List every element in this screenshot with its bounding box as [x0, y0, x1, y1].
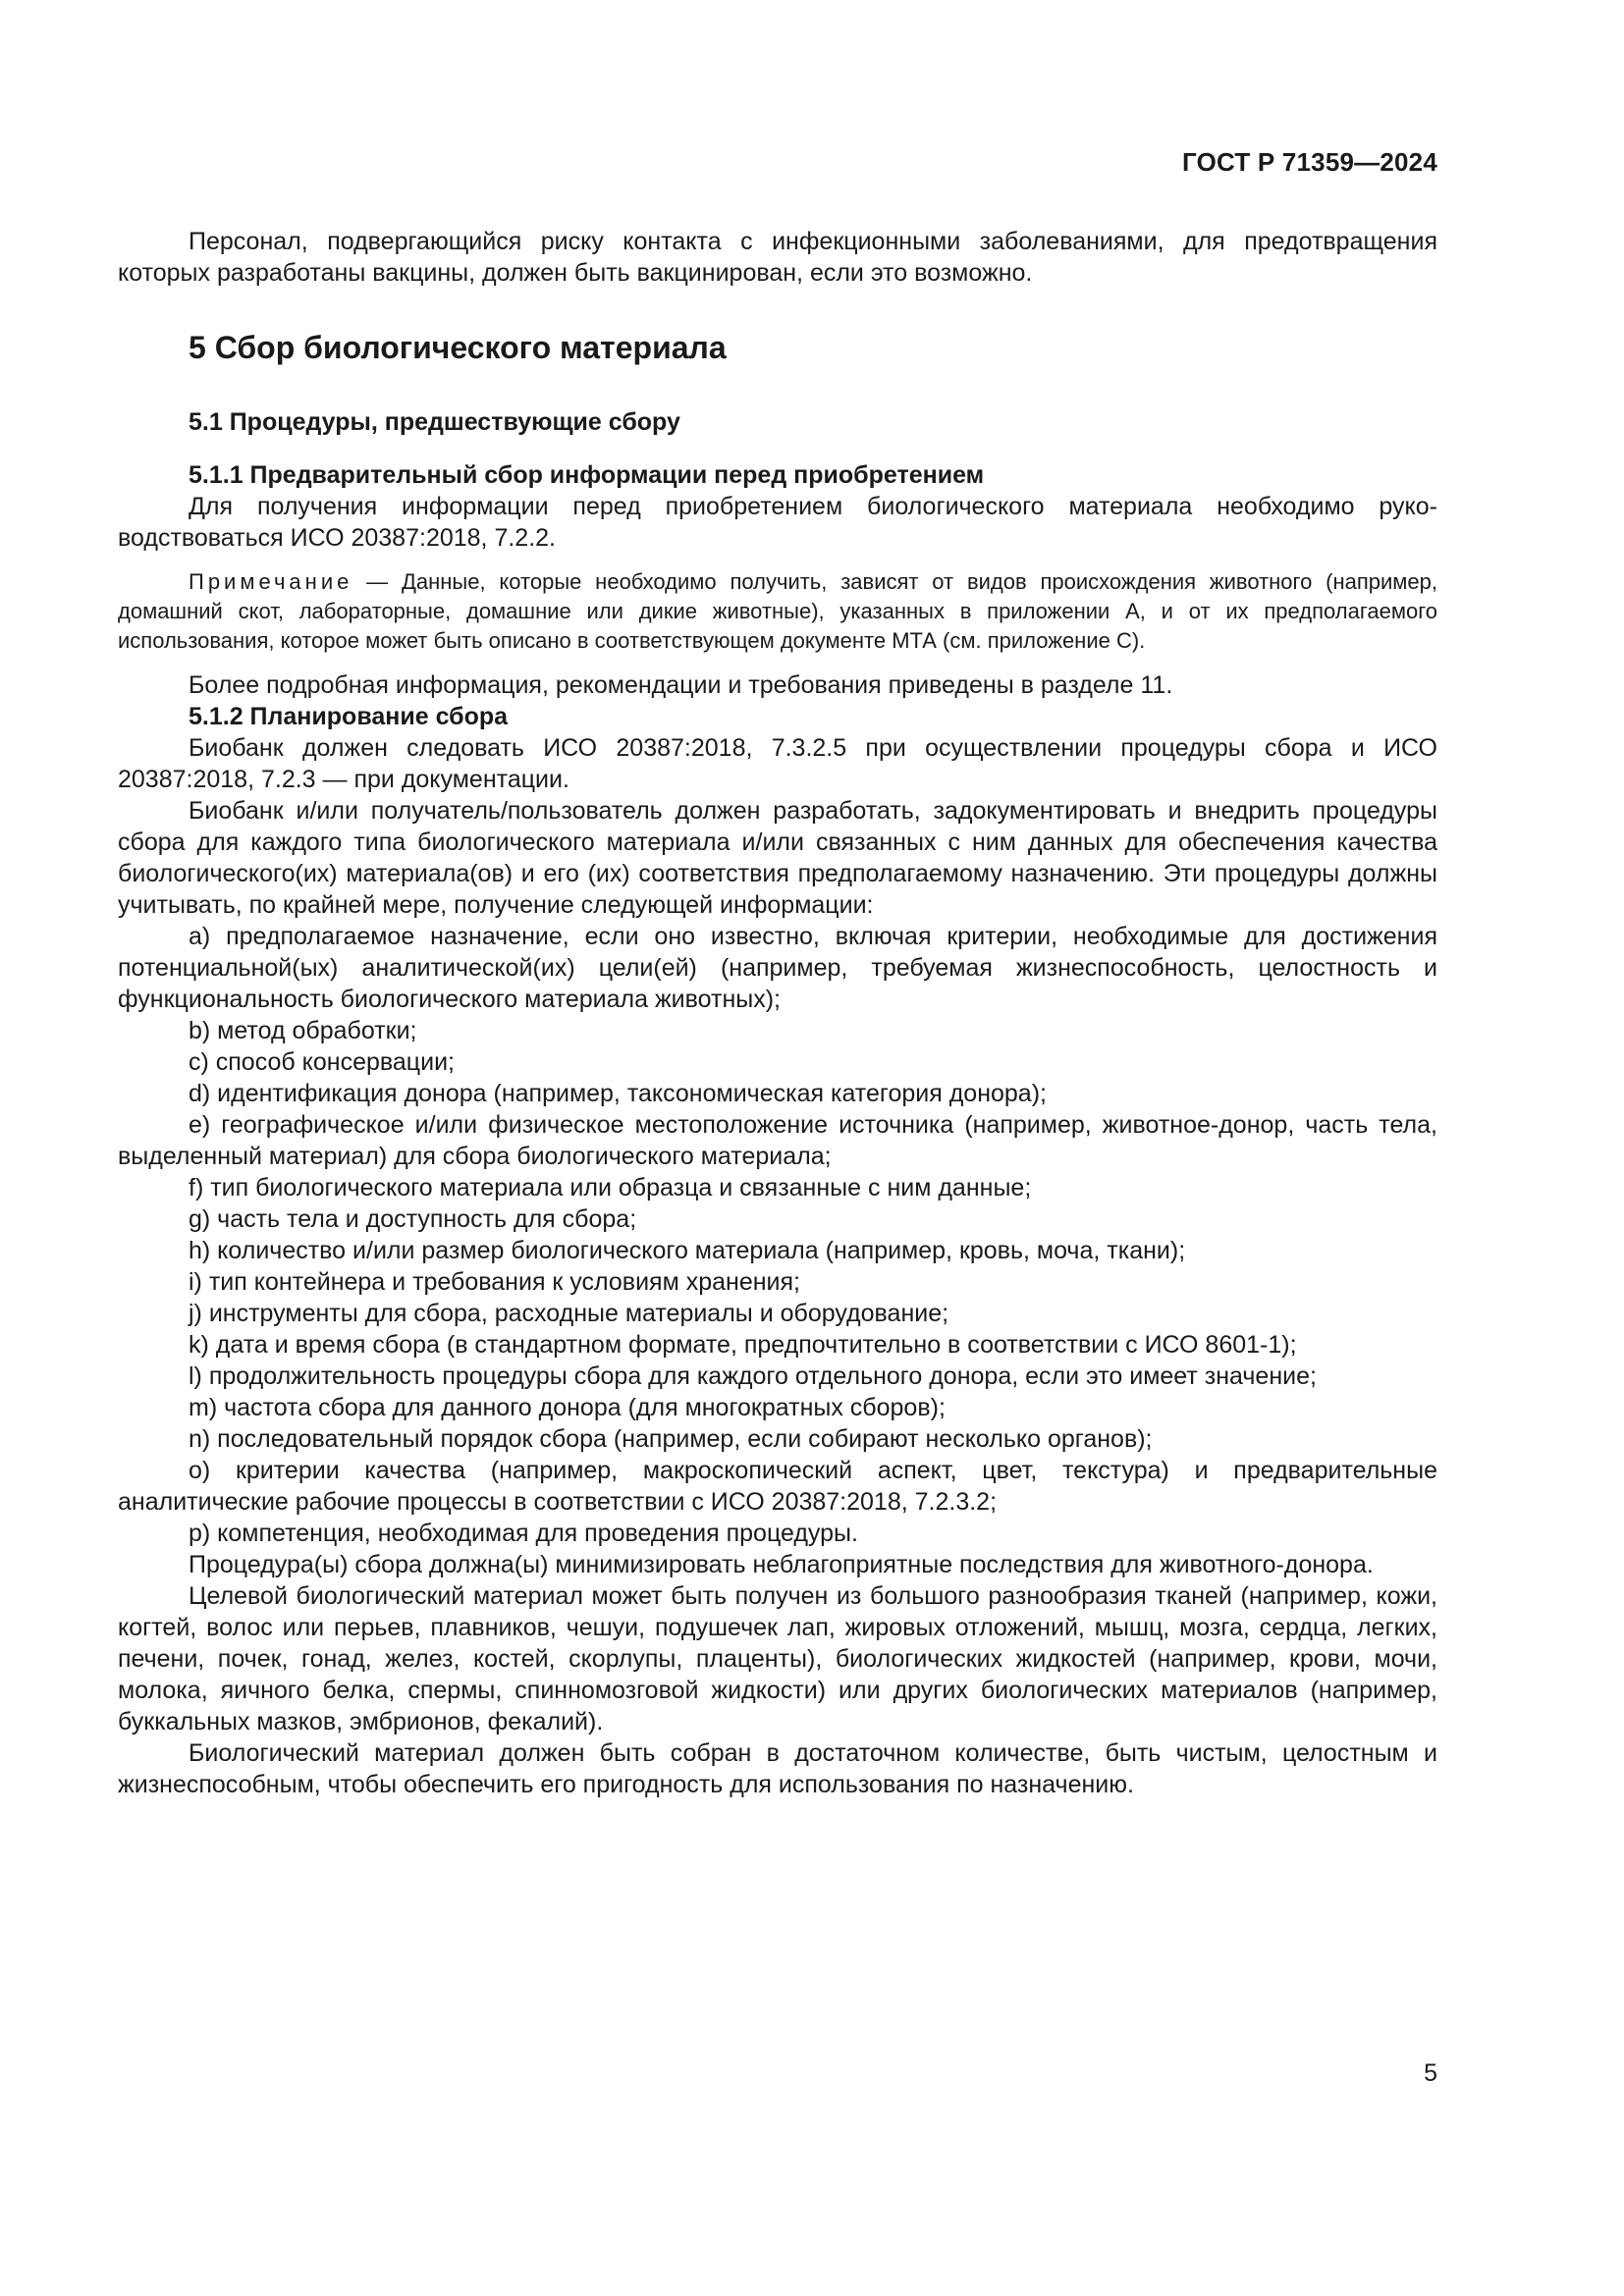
list-item: e) географическое и/или физическое местоположение источника (например, животное-донор, часть тела, выделенный материал) для сбора биологического материала; [118, 1111, 1437, 1170]
paragraph-quantity: Биологический материал должен быть собран в достаточном количестве, быть чистым, целостным и жизнеспособным, чтобы обеспечить его пригодность для использования по назначению. [118, 1739, 1437, 1798]
list-item: d) идентификация донора (например, таксономическая категория донора); [189, 1080, 1047, 1107]
section-5-1-2-paragraph-1: Биобанк должен следовать ИСО 20387:2018, 7.3.2.5 при осуществлении процедуры сбора и ИСО 20387:2018, 7.2.3 — при документации. [118, 734, 1437, 793]
requirements-list [118, 921, 1437, 1549]
section-5-1-2-paragraph-2: Биобанк и/или получатель/пользователь должен разработать, задокументировать и внедрить процедуры сбора для каждого типа биологического материала и/или связанных с ним данных для обеспечения качества биологического(их) материала(ов) и его (их) соответствия предполагаемому назначению. Эти процедуры должны учитывать, по крайней мере, получение следующей информации: [118, 797, 1437, 919]
section-5-1-2-title: 5.1.2 Планирование сбора [189, 703, 509, 730]
list-item: g) часть тела и доступность для сбора; [189, 1205, 637, 1233]
page-number: 5 [1424, 2059, 1437, 2087]
list-item: j) инструменты для сбора, расходные материалы и оборудование; [189, 1300, 949, 1327]
list-item: n) последовательный порядок сбора (например, если собирают несколько органов); [189, 1425, 1153, 1453]
list-item: p) компетенция, необходимая для проведения процедуры. [189, 1520, 858, 1547]
intro-paragraph: Персонал, подвергающийся риску контакта с инфекционными заболеваниями, для предотвращения которых разработаны вакцины, должен быть вакцинирован, если это возможно. [118, 228, 1437, 287]
note-text: — Данные, которые необходимо получить, зависят от видов происхождения животного (например, домашний скот, лабораторные, домашние или дикие животные), указанных в приложении А, и от их предполагаемого использования, которое может быть описано в соответствующем документе МТА (см. приложение С). [118, 569, 1437, 653]
note-block [118, 567, 1437, 656]
section-5-1-1-title: 5.1.1 Предварительный сбор информации перед приобретением [189, 461, 985, 489]
section-5-1-title: 5.1 Процедуры, предшествующие сбору [189, 408, 680, 436]
document-header-id: ГОСТ Р 71359—2024 [1182, 147, 1437, 177]
section-5-title: 5 Сбор биологического материала [189, 330, 727, 365]
list-item: m) частота сбора для данного донора (для многократных сборов); [189, 1394, 946, 1421]
list-item: k) дата и время сбора (в стандартном формате, предпочтительно в соответствии с ИСО 8601-1); [189, 1331, 1297, 1359]
list-item: l) продолжительность процедуры сбора для каждого отдельного донора, если это имеет значение; [189, 1362, 1317, 1390]
paragraph-adverse-effects: Процедура(ы) сбора должна(ы) минимизировать неблагоприятные последствия для животного-донора. [189, 1551, 1374, 1578]
list-item: c) способ консервации; [189, 1048, 455, 1076]
list-item: h) количество и/или размер биологического материала (например, кровь, моча, ткани); [189, 1237, 1186, 1264]
list-item: f) тип биологического материала или образца и связанные с ним данные; [189, 1174, 1032, 1201]
list-item: o) критерии качества (например, макроскопический аспект, цвет, текстура) и предварительные аналитические рабочие процессы в соответствии с ИСО 20387:2018, 7.2.3.2; [118, 1457, 1437, 1516]
paragraph-target-material: Целевой биологический материал может быть получен из большого разнообразия тканей (например, кожи, когтей, волос или перьев, плавников, чешуи, подушечек лап, жировых отложений, мышц, мозга, сердца, легких, печени, почек, гонад, желез, костей, скорлупы, плаценты), биологических жидкостей (например, крови, мочи, молока, яичного белка, спермы, спинномозговой жидкости) или других биологических материалов (например, буккальных мазков, эмбрионов, фекалий). [118, 1582, 1437, 1735]
document-body [118, 226, 1437, 1800]
list-item: a) предполагаемое назначение, если оно известно, включая критерии, необходимые для достижения потенциальной(ых) аналитической(их) цели(ей) (например, требуемая жизнеспособность, целостность и функциональность биологического материала животных); [118, 923, 1437, 1013]
note-label: Примечание [189, 569, 353, 594]
more-info-paragraph: Более подробная информация, рекомендации и требования приведены в разделе 11. [189, 671, 1173, 699]
list-item: i) тип контейнера и требования к условиям хранения; [189, 1268, 800, 1296]
section-5-1-1-text: Для получения информации перед приобретением биологического материала необходимо руководствоваться ИСО 20387:2018, 7.2.2. [118, 493, 1437, 552]
list-item: b) метод обработки; [189, 1017, 417, 1044]
